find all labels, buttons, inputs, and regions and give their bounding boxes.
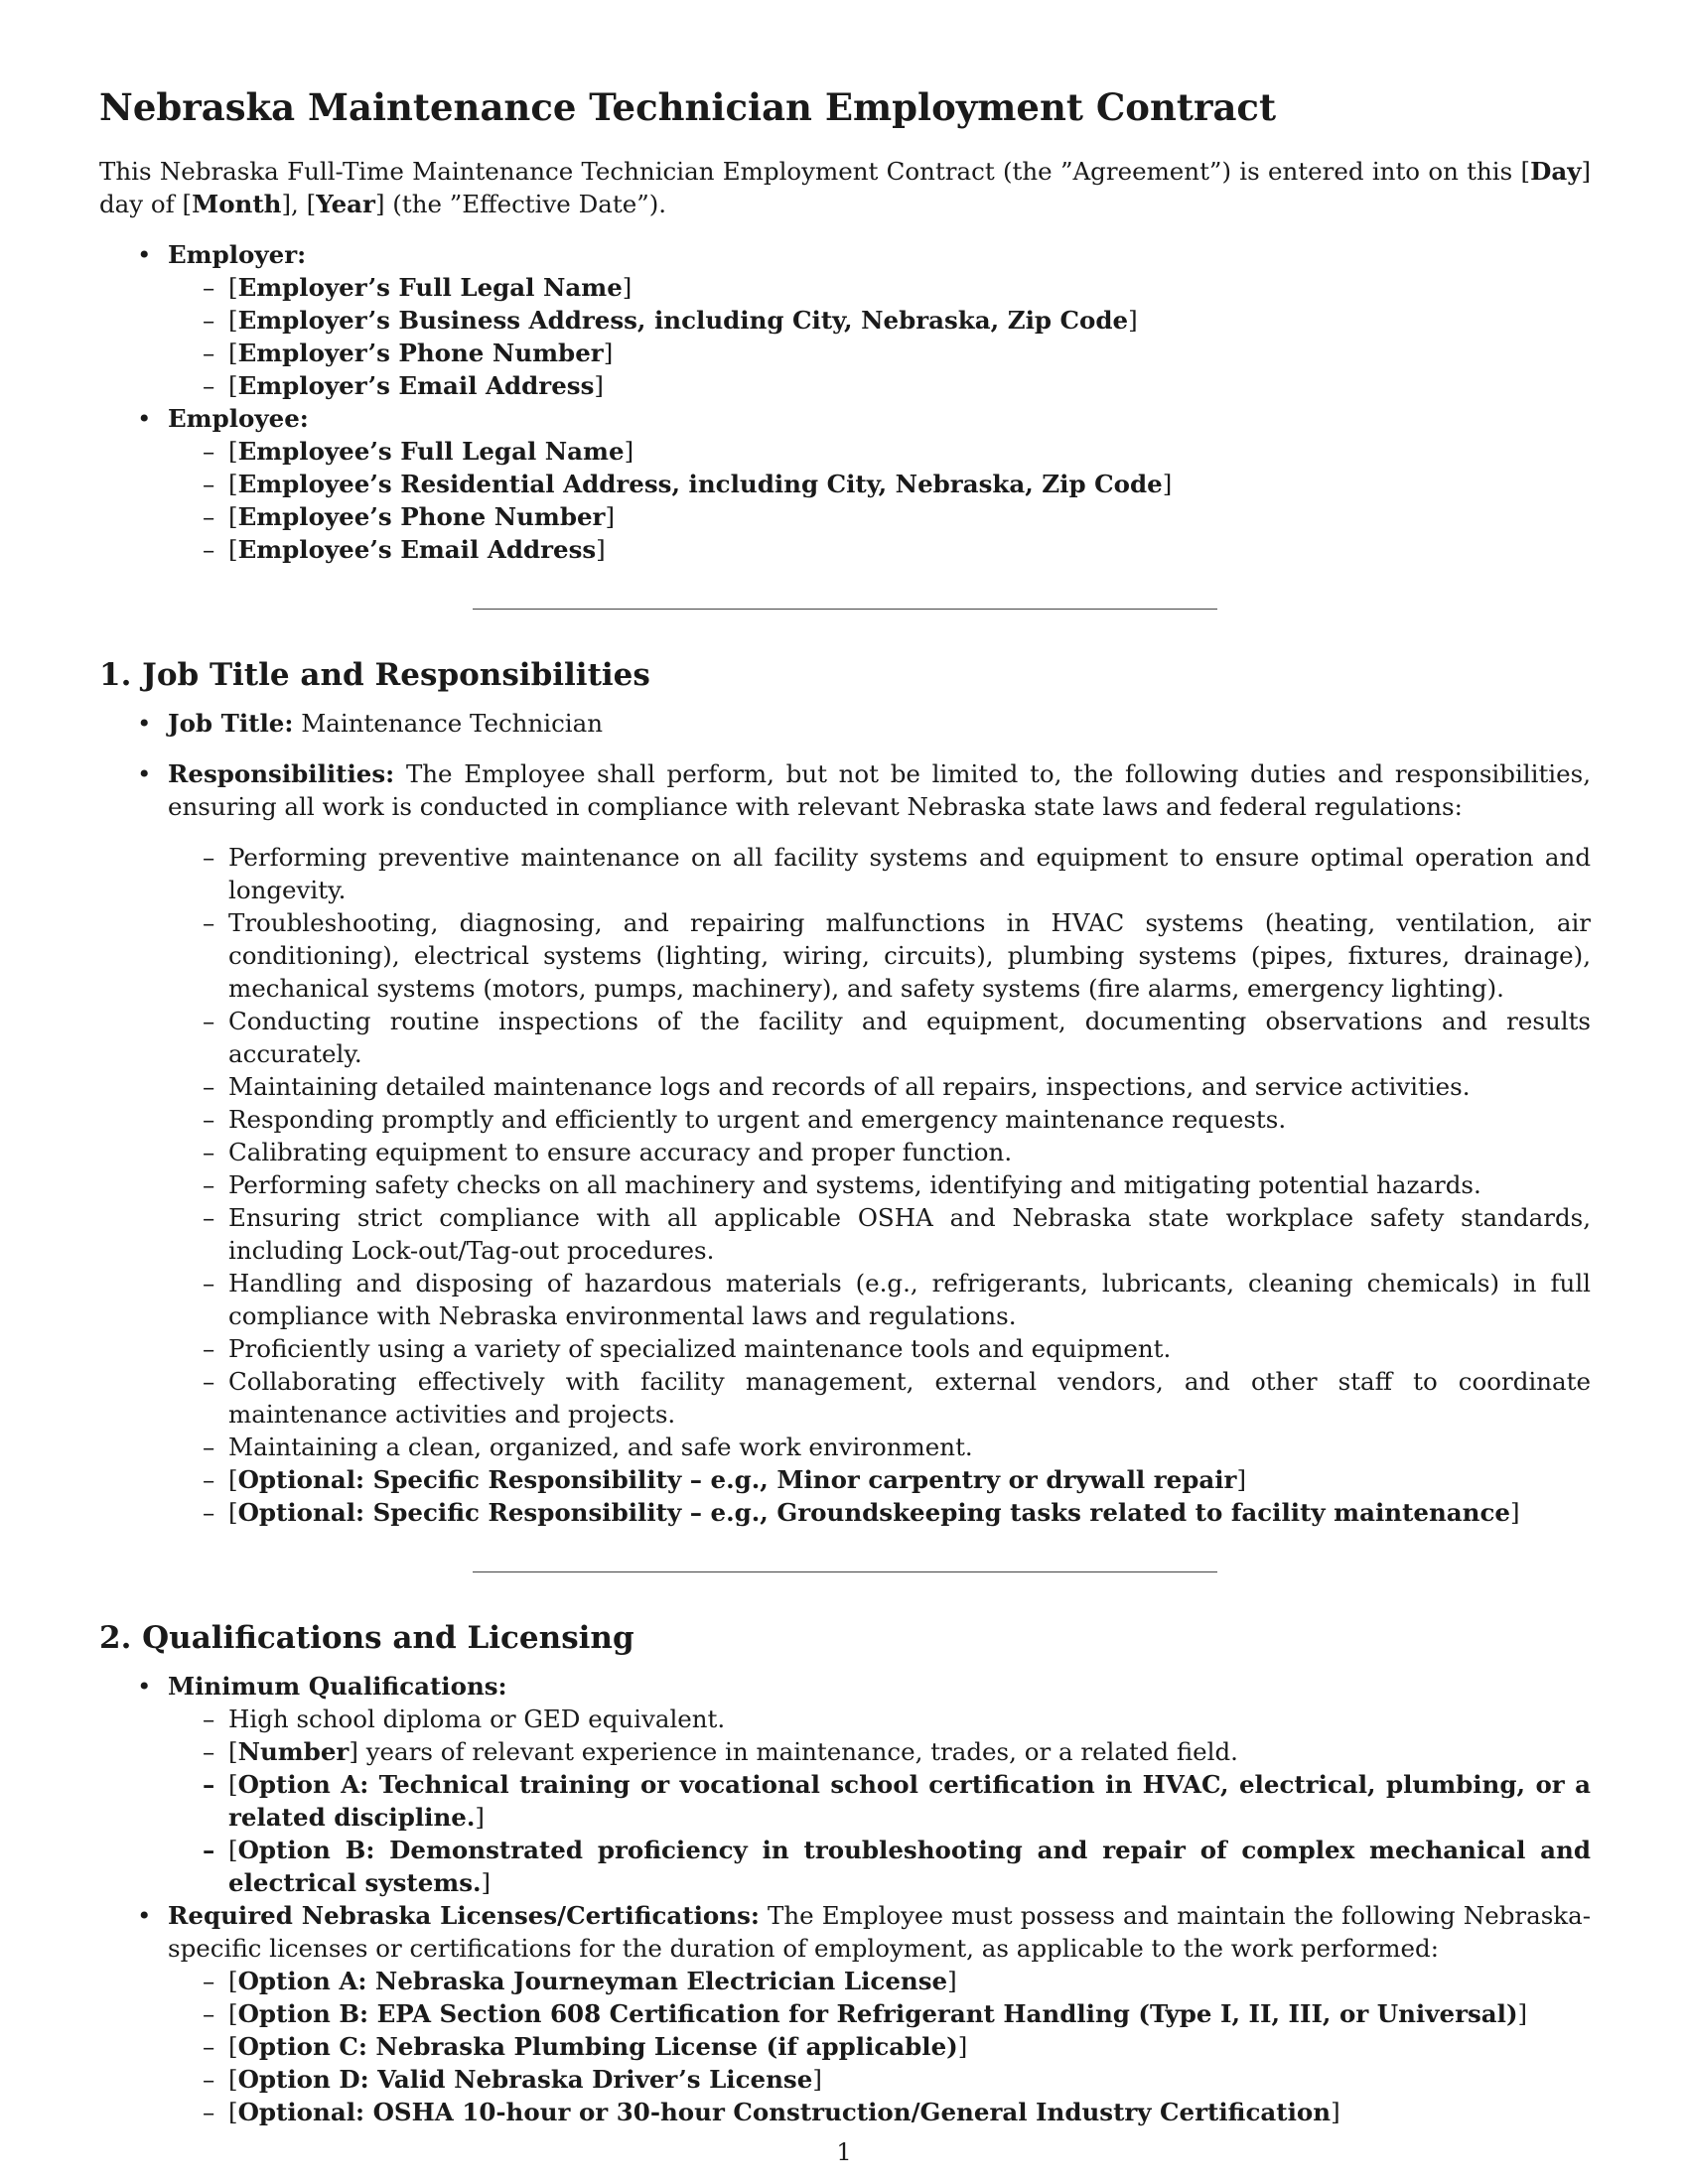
duty-item: – Responding promptly and efficiently to urgent and emergency maintenance requests.	[168, 1103, 1591, 1136]
job-title-label: Job Title:	[168, 709, 294, 738]
section2-list	[99, 1670, 1591, 2128]
intro-paragraph	[99, 155, 1591, 220]
licenses-label: Required Nebraska Licenses/Certifications:	[168, 1901, 760, 1930]
employer-detail: – [Employer’s Business Address, including City, Nebraska, Zip Code]	[168, 304, 1591, 337]
duty-item: – Proficiently using a variety of specialized maintenance tools and equipment.	[168, 1332, 1591, 1365]
license-item: – [Option D: Valid Nebraska Driver’s License]	[168, 2063, 1591, 2096]
licenses-paragraph	[168, 1899, 1591, 1965]
optional-duty-item: – [Optional: Specific Responsibility – e.g., Minor carpentry or drywall repair]	[168, 1463, 1591, 1496]
qualification-option: – [Option B: Demonstrated proficiency in troubleshooting and repair of complex mechanical and electrical systems.]	[168, 1834, 1591, 1899]
licenses-item	[99, 1899, 1591, 2128]
intro-text: ] day of [	[99, 157, 1591, 218]
duty-item: – Calibrating equipment to ensure accuracy and proper function.	[168, 1136, 1591, 1168]
qualification-item: – High school diploma or GED equivalent.	[168, 1703, 1591, 1735]
responsibilities-item	[99, 757, 1591, 1529]
day-placeholder: Day	[1530, 157, 1582, 186]
duty-item: – Performing safety checks on all machinery and systems, identifying and mitigating potential hazards.	[168, 1168, 1591, 1201]
qualification-option: – [Option A: Technical training or vocational school certification in HVAC, electrical, plumbing, or a related discipline.]	[168, 1768, 1591, 1834]
employer-item	[99, 238, 1591, 402]
duty-item: – Troubleshooting, diagnosing, and repairing malfunctions in HVAC systems (heating, ventilation, air conditioning), electrical systems (lighting, wiring, circuits), plumbing systems (pipes, fixtures, drainage), mechanical systems (motors, pumps, machinery), and safety systems (fire alarms, emergency lighting).	[168, 906, 1591, 1005]
license-item: – [Option C: Nebraska Plumbing License (if applicable)]	[168, 2030, 1591, 2063]
employer-label: Employer:	[168, 240, 307, 269]
employer-detail: – [Employer’s Email Address]	[168, 369, 1591, 402]
min-qualifications-label: Minimum Qualifications:	[168, 1672, 507, 1701]
duty-item: – Performing preventive maintenance on all facility systems and equipment to ensure optimal operation and longevity.	[168, 841, 1591, 906]
duty-item: – Maintaining a clean, organized, and safe work environment.	[168, 1431, 1591, 1463]
employee-detail: – [Employee’s Phone Number]	[168, 500, 1591, 533]
optional-duty-item: – [Optional: Specific Responsibility – e.g., Groundskeeping tasks related to facility maintenance]	[168, 1496, 1591, 1529]
license-item: – [Optional: OSHA 10-hour or 30-hour Construction/General Industry Certification]	[168, 2096, 1591, 2128]
document-title: Nebraska Maintenance Technician Employment Contract	[99, 85, 1277, 129]
licenses-text: The Employee must possess and maintain the following Nebraska-specific licenses or certifications for the duration of employment, as applicable to the work performed:	[168, 1901, 1591, 1963]
duties-list	[168, 841, 1591, 1529]
section1-list	[99, 707, 1591, 1529]
intro-text: This Nebraska Full-Time Maintenance Technician Employment Contract (the ”Agreement”) is entered into on this [	[99, 157, 1531, 186]
employer-detail: – [Employer’s Phone Number]	[168, 337, 1591, 369]
intro-text: ] (the ”Effective Date”).	[374, 190, 667, 218]
section-heading: 1. Job Title and Responsibilities	[99, 657, 650, 693]
employer-details	[168, 271, 1591, 402]
section-heading: 2. Qualifications and Licensing	[99, 1620, 634, 1656]
employee-label: Employee:	[168, 404, 309, 433]
employee-item	[99, 402, 1591, 566]
qualification-item: – [Number] years of relevant experience in maintenance, trades, or a related field.	[168, 1735, 1591, 1768]
job-title-value: Maintenance Technician	[301, 709, 604, 738]
licenses-list	[168, 1965, 1591, 2128]
duty-item: – Handling and disposing of hazardous materials (e.g., refrigerants, lubricants, cleaning chemicals) in full compliance with Nebraska environmental laws and regulations.	[168, 1267, 1591, 1332]
employee-detail: – [Employee’s Email Address]	[168, 533, 1591, 566]
duty-item: – Ensuring strict compliance with all applicable OSHA and Nebraska state workplace safety standards, including Lock-out/Tag-out procedures.	[168, 1201, 1591, 1267]
duty-item: – Collaborating effectively with facility management, external vendors, and other staff to coordinate maintenance activities and projects.	[168, 1365, 1591, 1431]
parties-list	[99, 238, 1591, 566]
job-title-item	[99, 707, 1591, 740]
section-divider	[473, 609, 1217, 610]
document-content	[99, 85, 1591, 2128]
min-qualifications-list	[168, 1703, 1591, 1899]
year-placeholder: Year	[316, 190, 375, 218]
section-divider	[473, 1571, 1217, 1572]
month-placeholder: Month	[192, 190, 282, 218]
duty-item: – Maintaining detailed maintenance logs and records of all repairs, inspections, and service activities.	[168, 1070, 1591, 1103]
license-item: – [Option A: Nebraska Journeyman Electrician License]	[168, 1965, 1591, 1997]
employee-detail: – [Employee’s Full Legal Name]	[168, 435, 1591, 468]
intro-text: ], [	[281, 190, 317, 218]
employee-details	[168, 435, 1591, 566]
responsibilities-paragraph	[168, 757, 1591, 823]
min-qualifications-item	[99, 1670, 1591, 1899]
duty-item: – Conducting routine inspections of the facility and equipment, documenting observations and results accurately.	[168, 1005, 1591, 1070]
employer-detail: – [Employer’s Full Legal Name]	[168, 271, 1591, 304]
license-item: – [Option B: EPA Section 608 Certification for Refrigerant Handling (Type I, II, III, or Universal)]	[168, 1997, 1591, 2030]
page-number: 1	[836, 2138, 852, 2166]
responsibilities-label: Responsibilities:	[168, 759, 395, 788]
employee-detail: – [Employee’s Residential Address, including City, Nebraska, Zip Code]	[168, 468, 1591, 500]
responsibilities-text: The Employee shall perform, but not be limited to, the following duties and responsibilities, ensuring all work is conducted in compliance with relevant Nebraska state laws and federal regulations:	[168, 759, 1591, 821]
